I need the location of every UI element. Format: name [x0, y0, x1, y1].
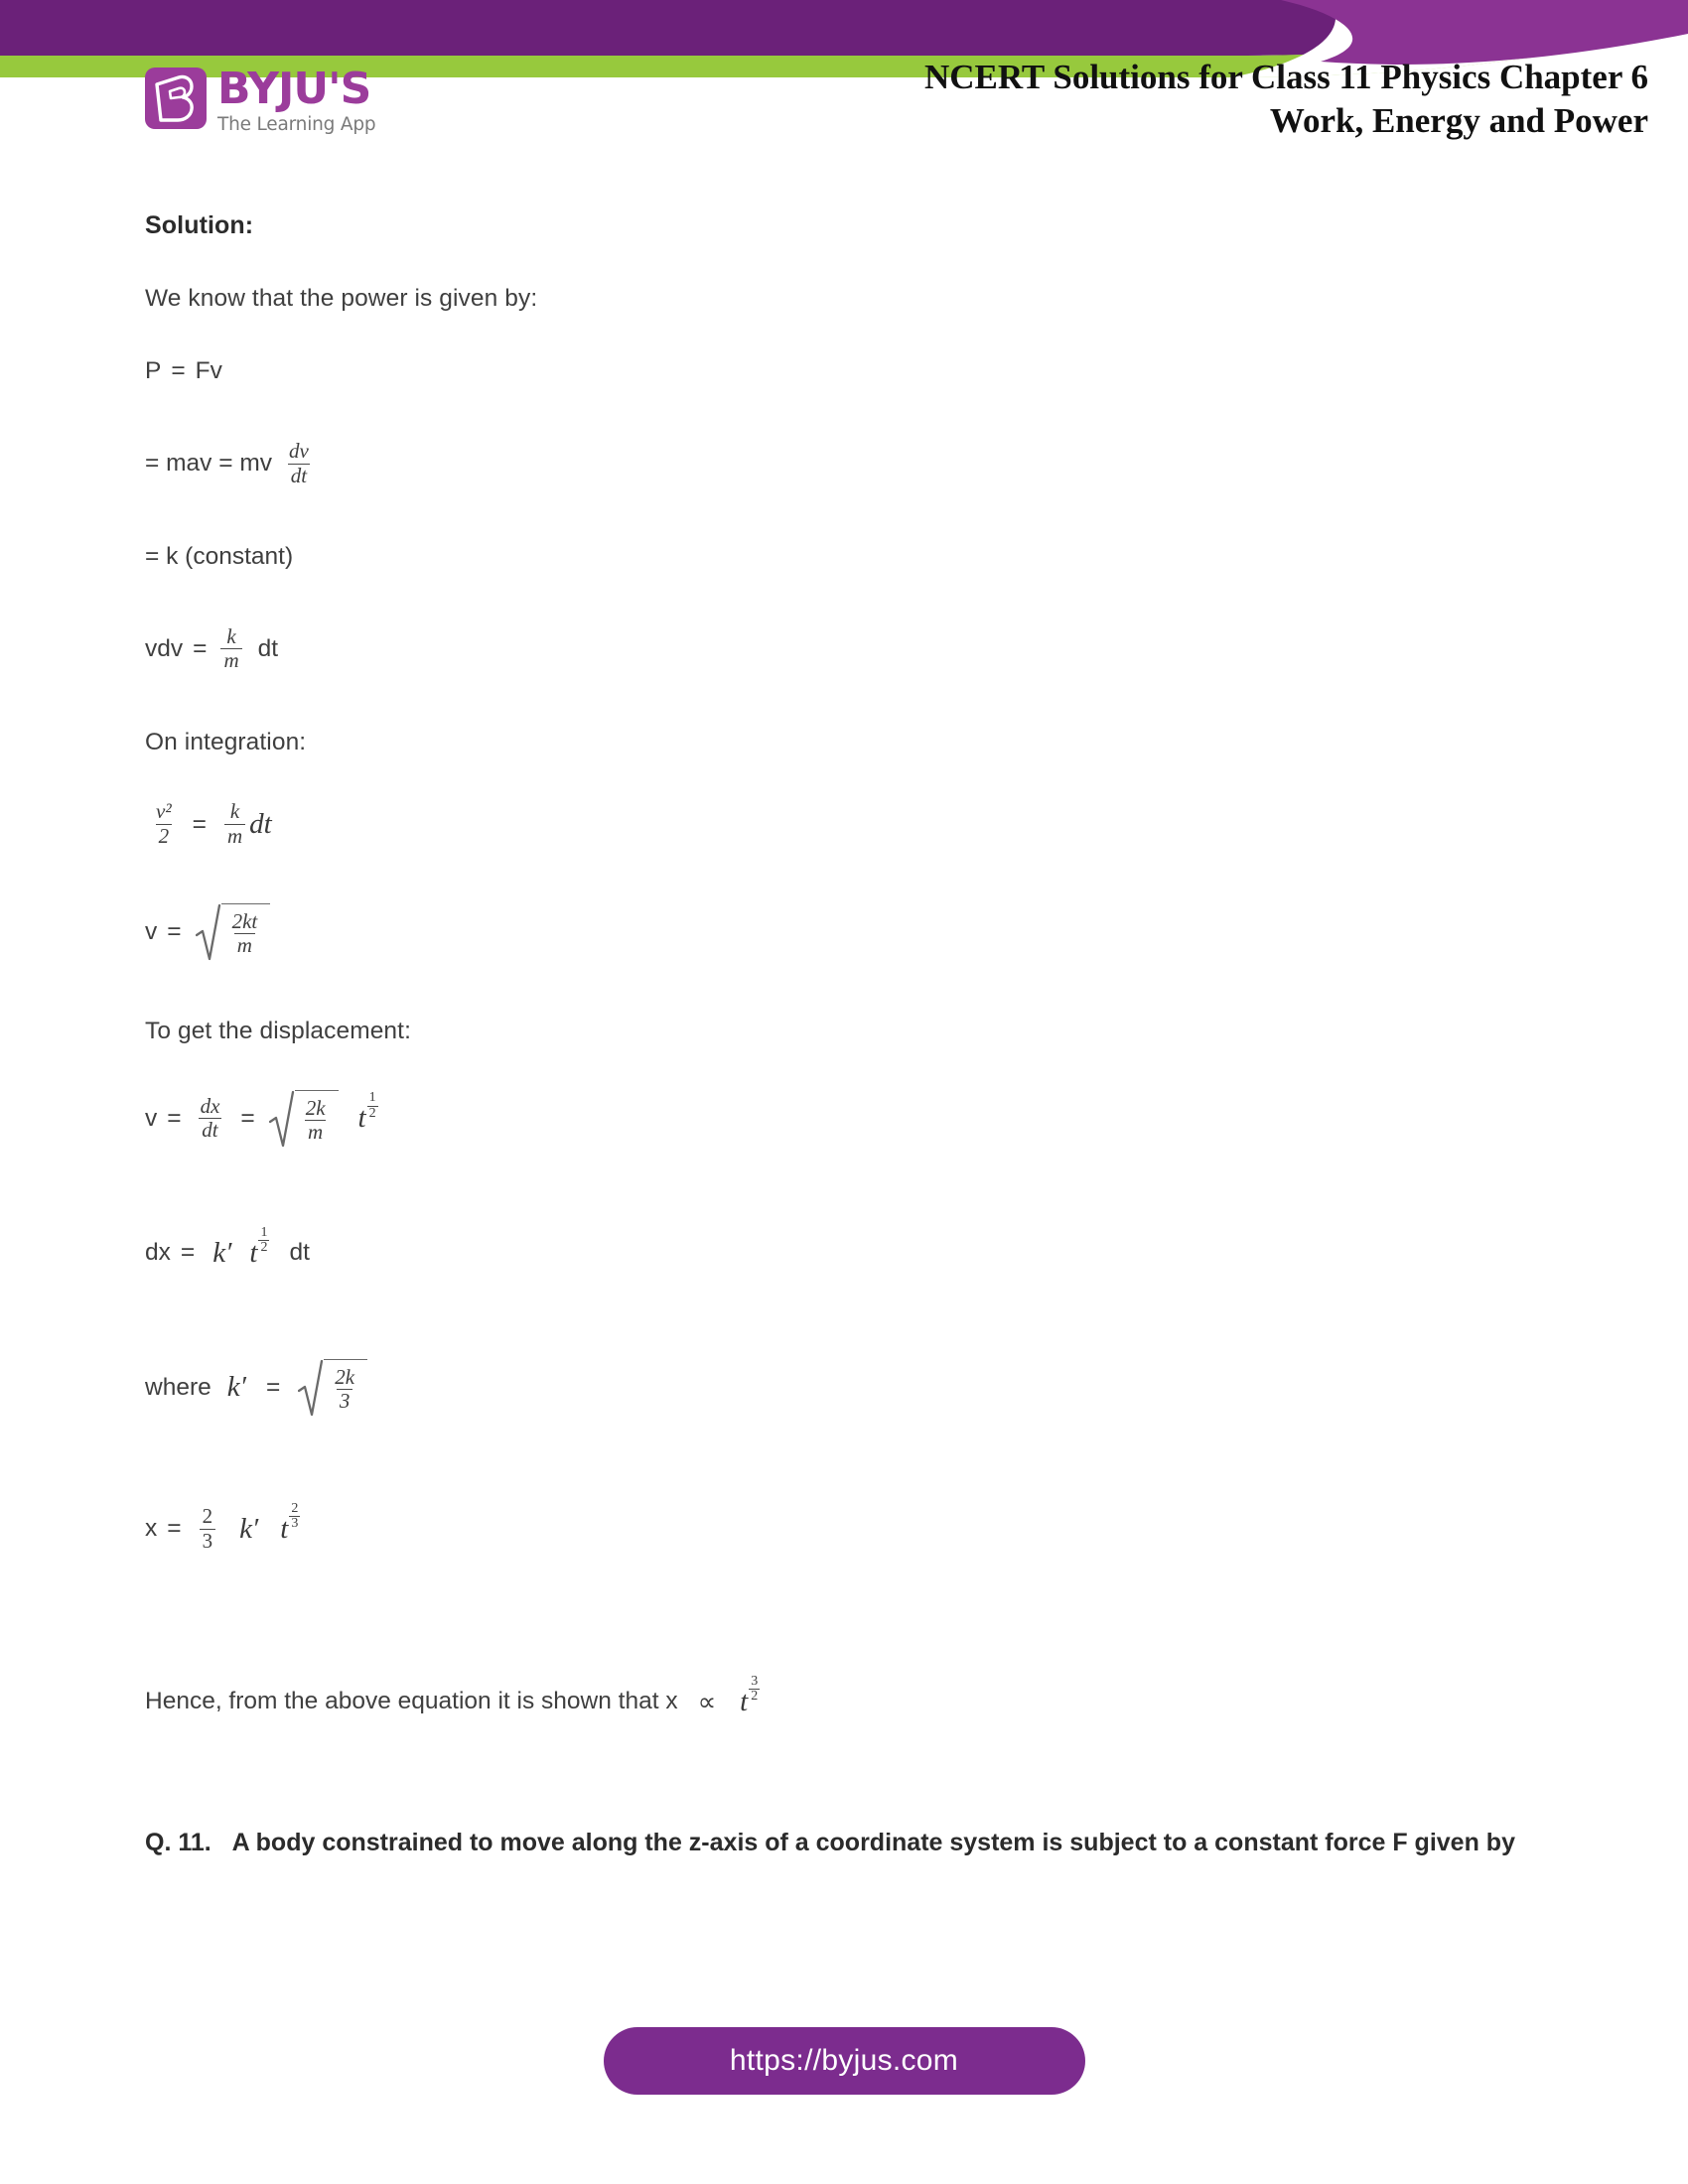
fraction-denominator: dt	[199, 1118, 220, 1142]
exponent-numerator: 3	[751, 1673, 759, 1689]
byjus-url-label: https://byjus.com	[729, 2044, 959, 2077]
question-text: A body constrained to move along the z-axis of a coordinate system is subject to a constant force F given by	[231, 1828, 1515, 1856]
eq-power-equals: =	[171, 357, 186, 384]
solution-heading: Solution:	[145, 211, 254, 239]
fraction-denominator: 3	[337, 1389, 353, 1413]
question-block	[145, 1826, 1555, 1859]
fraction-numerator: 2	[202, 1503, 213, 1528]
fraction-dx-dt	[198, 1093, 223, 1143]
equation-mav	[145, 441, 1555, 487]
fraction-denominator: m	[305, 1120, 326, 1144]
fraction-denominator: 3	[200, 1529, 216, 1553]
conclusion-line	[145, 1673, 1555, 1718]
power-base: t	[249, 1236, 258, 1269]
question-label: Q. 11.	[145, 1828, 211, 1856]
intro-text: We know that the power is given by:	[145, 285, 538, 312]
eq-integrated-equals: =	[192, 810, 207, 838]
conclusion-text: Hence, from the above equation it is shown that x	[145, 1688, 678, 1715]
fraction-numerator: dv	[288, 439, 309, 463]
fraction-dv-dt	[286, 441, 312, 487]
equation-integrated	[145, 801, 1555, 848]
exponent-numerator: 1	[260, 1224, 268, 1240]
eq-v-sqrt-lhs: v	[145, 917, 158, 945]
power-exponent-fraction	[367, 1091, 378, 1121]
exponent-denominator: 2	[368, 1105, 376, 1121]
eq-dx-suffix: dt	[289, 1239, 310, 1267]
power-t-two-thirds	[280, 1500, 300, 1546]
proportional-to-icon: ∝	[697, 1686, 717, 1716]
fraction-2kt-m	[229, 908, 261, 958]
eq-x-kprime: k′	[239, 1512, 259, 1545]
fraction-denominator: m	[220, 648, 241, 672]
to-get-displacement-text: To get the displacement:	[145, 1017, 411, 1044]
radical-sign-icon	[298, 1359, 324, 1417]
eq-dx-equals: =	[180, 1239, 196, 1267]
eq-integrated-tail: dt	[249, 808, 272, 841]
page-header	[0, 56, 1688, 165]
power-base: t	[280, 1512, 289, 1545]
power-exponent-fraction	[258, 1226, 269, 1256]
power-exponent-fraction	[749, 1675, 760, 1705]
radicand	[295, 1090, 339, 1148]
power-t-one-half	[357, 1090, 378, 1135]
fraction-2-3	[200, 1503, 216, 1553]
fraction-k-m	[220, 623, 241, 673]
power-t-one-half	[249, 1224, 269, 1270]
page-title-line1: NCERT Solutions for Class 11 Physics Chapter 6	[923, 58, 1648, 96]
eq-vdv-equals: =	[193, 634, 208, 662]
equation-k-constant	[145, 543, 1555, 571]
exponent-numerator: 1	[368, 1090, 376, 1106]
power-base: t	[357, 1102, 366, 1135]
fraction-denominator: 2	[156, 824, 173, 848]
exponent-denominator: 2	[260, 1240, 268, 1256]
radical-2k-m	[269, 1090, 339, 1148]
equation-v-dxdt	[145, 1090, 1555, 1148]
eq-vdv-lhs: vdv	[145, 634, 184, 662]
exponent-denominator: 3	[291, 1516, 299, 1532]
page-footer	[0, 2027, 1688, 2095]
logo-tagline: The Learning App	[217, 114, 376, 135]
equation-dx	[145, 1224, 1555, 1270]
fraction-k-m	[224, 801, 245, 848]
page-title	[655, 56, 1648, 143]
byjus-url-button[interactable]	[604, 2027, 1085, 2095]
logo-wordmark: BYJU'S	[217, 64, 371, 114]
power-base: t	[740, 1685, 749, 1717]
fraction-denominator: m	[234, 933, 255, 957]
eq-mav-prefix: = mav = mv	[145, 450, 272, 478]
fraction-2k-m	[303, 1095, 329, 1145]
fraction-denominator: m	[224, 824, 245, 848]
power-t-three-halves	[740, 1673, 760, 1718]
eq-v-sqrt-equals: =	[167, 917, 182, 945]
eq-kprime-symbol: k′	[226, 1371, 246, 1404]
eq-x-equals: =	[167, 1515, 182, 1543]
fraction-numerator: v²	[156, 799, 172, 824]
exponent-denominator: 2	[751, 1688, 759, 1704]
fraction-2k-3	[332, 1364, 357, 1414]
radicand	[324, 1359, 367, 1417]
radical-2kt-m	[196, 903, 271, 961]
radical-sign-icon	[269, 1090, 295, 1148]
eq-power-lhs: P	[145, 357, 162, 384]
eq-dx-lhs: dx	[145, 1239, 171, 1267]
eq-v-dxdt-lhs: v	[145, 1104, 158, 1132]
fraction-numerator: 2k	[305, 1095, 326, 1120]
fraction-numerator: k	[229, 799, 240, 824]
fraction-numerator: k	[226, 623, 236, 648]
radical-2k-3	[298, 1359, 367, 1417]
byjus-logo	[145, 64, 376, 135]
power-exponent-fraction	[289, 1502, 300, 1532]
eq-k-constant-text: = k (constant)	[145, 542, 294, 570]
eq-x-lhs: x	[145, 1515, 158, 1543]
fraction-denominator: dt	[288, 464, 310, 487]
eq-v-dxdt-equals-2: =	[240, 1104, 255, 1132]
fraction-numerator: dx	[200, 1093, 220, 1118]
equation-x	[145, 1500, 1555, 1553]
page-title-line2: Work, Energy and Power	[1269, 101, 1648, 140]
eq-kprime-equals: =	[265, 1373, 281, 1401]
fraction-numerator: 2kt	[231, 908, 258, 933]
on-integration-text: On integration:	[145, 729, 307, 756]
fraction-numerator: 2k	[335, 1364, 355, 1389]
fraction-v2-2	[153, 801, 175, 848]
eq-power-rhs: Fv	[195, 357, 222, 384]
eq-v-dxdt-equals-1: =	[167, 1104, 182, 1132]
eq-dx-kprime: k′	[212, 1236, 232, 1269]
equation-power	[145, 357, 1555, 385]
eq-kprime-label: where	[145, 1373, 211, 1401]
equation-v-sqrt	[145, 903, 1555, 961]
equation-kprime	[145, 1359, 1555, 1417]
eq-vdv-suffix: dt	[257, 634, 279, 662]
exponent-numerator: 2	[291, 1500, 299, 1516]
solution-body	[145, 210, 1555, 1859]
equation-vdv	[145, 623, 1555, 673]
byjus-b-monogram-icon	[145, 68, 207, 129]
radical-sign-icon	[196, 903, 221, 961]
radicand	[221, 903, 271, 961]
